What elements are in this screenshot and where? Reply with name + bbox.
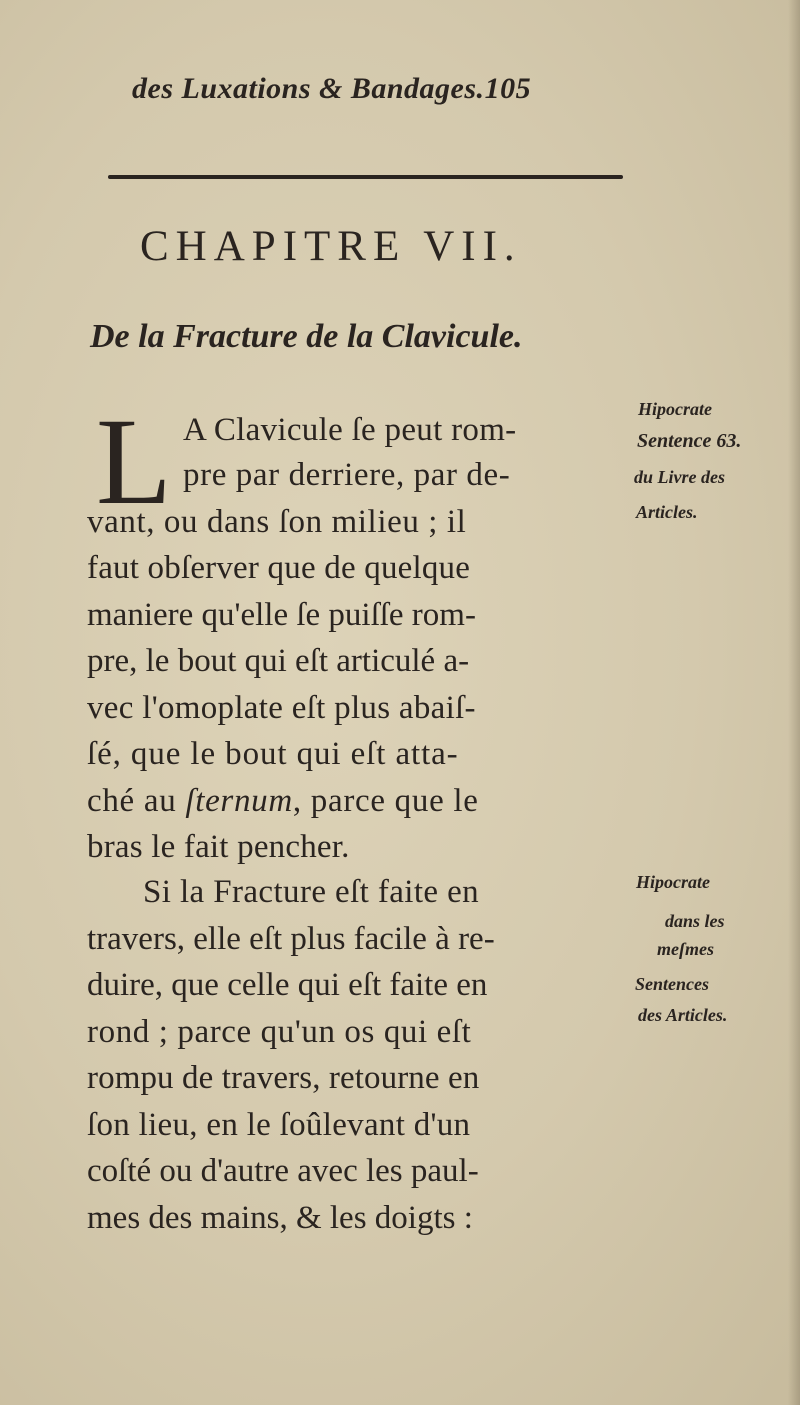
running-header — [132, 72, 672, 106]
text-line: vec l'omoplate eſt plus abaiſ- — [87, 690, 476, 726]
margin-note-line: dans les — [665, 911, 725, 931]
text-line: ſon lieu, en le ſoûlevant d'un — [87, 1107, 471, 1143]
page-number: 105 — [484, 72, 532, 105]
text-line: rompu de travers, retourne en — [87, 1060, 480, 1096]
emphasis-word: ſternum — [185, 783, 293, 819]
margin-note-line: Sentences — [635, 974, 709, 994]
chapter-title: De la Fracture de la Clavicule. — [90, 318, 523, 355]
text-line: A Clavicule ſe peut rom- — [183, 412, 517, 448]
margin-note-line: Sentence 63. — [637, 430, 742, 452]
text-line: maniere qu'elle ſe puiſſe rom- — [87, 597, 476, 633]
text-line: ſé, que le bout qui eſt atta- — [87, 736, 459, 772]
margin-note-line: du Livre des — [634, 467, 725, 487]
text-line: duire, que celle qui eſt faite en — [87, 967, 488, 1003]
text-line: coſté ou d'autre avec les paul- — [87, 1153, 479, 1189]
text-line: vant, ou dans ſon milieu ; il — [87, 504, 467, 540]
margin-note-line: Hipocrate — [638, 399, 712, 419]
drop-cap: L — [96, 393, 172, 530]
text-line: ché au ſternum, parce que le — [87, 783, 479, 819]
running-title: des Luxations & Bandages. — [132, 72, 485, 105]
margin-note-line: Hipocrate — [636, 872, 710, 892]
margin-note-line: Articles. — [636, 502, 698, 522]
text-line: travers, elle eſt plus facile à re- — [87, 921, 495, 957]
page-edge-shadow — [788, 0, 800, 1405]
text-line: bras le fait pencher. — [87, 829, 350, 865]
text-line: faut obſerver que de quelque — [87, 550, 471, 586]
text-line: pre par derriere, par de- — [183, 457, 511, 493]
text-line: mes des mains, & les doigts : — [87, 1200, 473, 1236]
text-line: pre, le bout qui eſt articulé a- — [87, 643, 470, 679]
text-line: Si la Fracture eſt faite en — [143, 874, 480, 910]
header-rule — [108, 175, 623, 179]
text-line: rond ; parce qu'un os qui eſt — [87, 1014, 472, 1050]
margin-note-line: des Articles. — [638, 1005, 728, 1025]
chapter-heading: CHAPITRE VII. — [140, 223, 522, 270]
margin-note-line: meſmes — [657, 939, 714, 959]
